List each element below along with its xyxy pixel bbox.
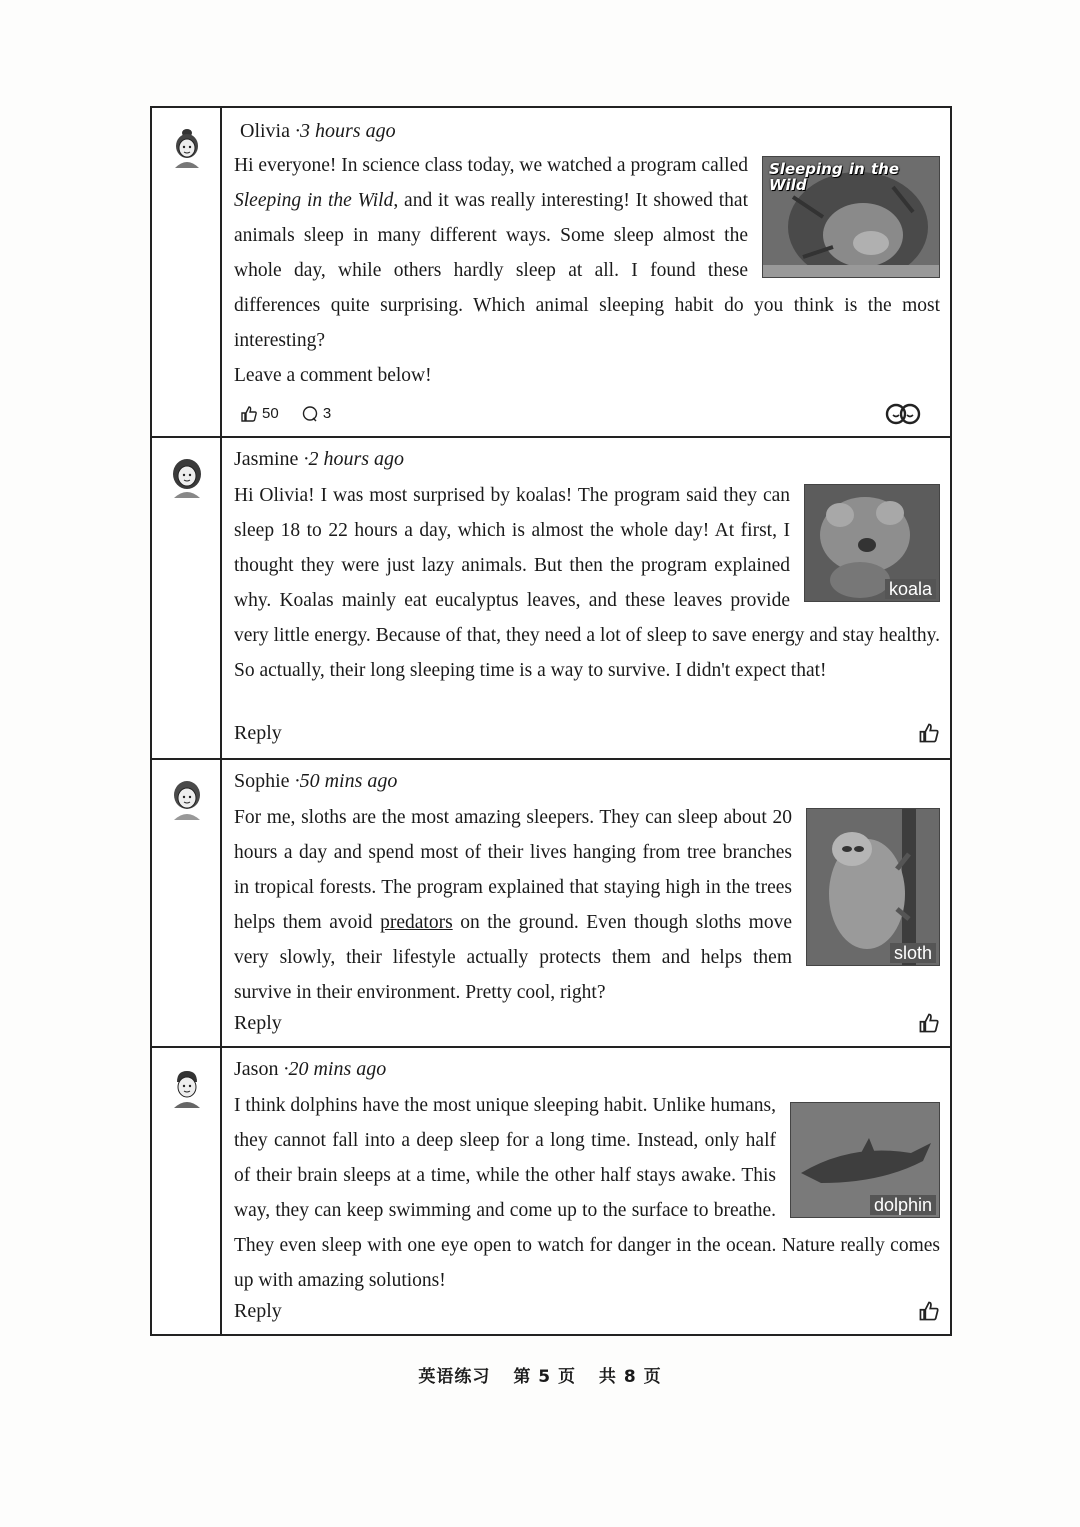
avatar-boy-icon bbox=[169, 1066, 205, 1108]
sloth-image bbox=[806, 808, 940, 966]
post-body bbox=[234, 800, 940, 1010]
comment-count: 3 bbox=[322, 405, 332, 422]
reply-row bbox=[234, 718, 940, 748]
post-stats bbox=[240, 402, 940, 431]
post-meta bbox=[240, 116, 396, 146]
footer-subject: 英语练习 bbox=[418, 1367, 491, 1387]
forum-sheet bbox=[150, 106, 952, 1336]
post-content bbox=[234, 760, 940, 1046]
like-count-group[interactable] bbox=[240, 402, 279, 426]
post-time: ·20 mins ago bbox=[283, 1058, 387, 1080]
avatar-girl-icon bbox=[169, 126, 205, 168]
thumbs-up-icon[interactable] bbox=[918, 1012, 940, 1034]
koala-label: koala bbox=[885, 579, 936, 599]
dolphin-label: dolphin bbox=[870, 1195, 936, 1215]
post-body bbox=[234, 478, 940, 688]
post-content bbox=[234, 1048, 940, 1336]
avatar-column bbox=[152, 1048, 222, 1336]
post-sophie bbox=[152, 760, 950, 1048]
comment-icon bbox=[301, 405, 319, 423]
post-time: ·50 mins ago bbox=[294, 770, 398, 792]
avatar-girl-icon bbox=[169, 778, 205, 820]
reply-button[interactable]: Reply bbox=[234, 1012, 282, 1034]
post-meta bbox=[234, 766, 397, 796]
dolphin-image bbox=[790, 1102, 940, 1218]
avatar-girl-icon bbox=[169, 456, 205, 498]
post-olivia bbox=[152, 108, 950, 438]
like-count: 50 bbox=[262, 405, 279, 422]
sloth-label: sloth bbox=[890, 943, 936, 963]
footer-total: 共 8 页 bbox=[598, 1367, 662, 1387]
post-meta bbox=[234, 1054, 386, 1084]
post-text: Hi Olivia! I was most surprised by koalas! The program said they can sleep 18 to 22 hours a day, which is almost the whole day! At first, I thought they were just lazy animals. But then the program explained why. Koalas mainly eat eucalyptus leaves, and these leaves provide very little energy. Because of that, they need a lot of sleep to save energy and stay healthy. So actually, their long sleeping time is a way to survive. I didn't expect that! bbox=[234, 485, 940, 681]
page-footer bbox=[0, 1362, 1080, 1387]
program-title: Sleeping in the Wild bbox=[234, 190, 394, 211]
reply-button[interactable]: Reply bbox=[234, 722, 282, 744]
post-text-after: on the ground. Even though sloths move very slowly, their lifestyle actually protects them and helps them survive in their environment. Pretty cool, right? bbox=[234, 912, 792, 1003]
predators-word: predators bbox=[380, 912, 453, 933]
avatar-column bbox=[152, 438, 222, 758]
thumbs-up-icon bbox=[240, 405, 258, 423]
koala-image bbox=[804, 484, 940, 602]
reply-button[interactable]: Reply bbox=[234, 1300, 282, 1322]
author-name: Olivia bbox=[240, 120, 290, 142]
reaction-emoji-icon[interactable] bbox=[884, 402, 922, 426]
post-content bbox=[234, 108, 940, 436]
post-jasmine bbox=[152, 438, 950, 760]
post-jason bbox=[152, 1048, 950, 1336]
comment-count-group[interactable] bbox=[301, 402, 331, 426]
author-name: Jasmine bbox=[234, 448, 299, 470]
post-content bbox=[234, 438, 940, 758]
post-text-after: , and it was really interesting! It showed that animals sleep in many different ways. Some sleep almost the whole day, while others hardly sleep at all. I found these differences quite surprising. Which animal sleeping habit do you think is the most interesting? bbox=[234, 190, 940, 351]
thumbs-up-icon[interactable] bbox=[918, 1300, 940, 1322]
post-body bbox=[234, 148, 940, 393]
post-time: ·3 hours ago bbox=[295, 120, 396, 142]
post-body bbox=[234, 1088, 940, 1298]
thumbs-up-icon[interactable] bbox=[918, 722, 940, 744]
reply-row bbox=[234, 1008, 940, 1038]
post-call-to-action: Leave a comment below! bbox=[234, 365, 432, 386]
avatar-column bbox=[152, 108, 222, 436]
post-time: ·2 hours ago bbox=[303, 448, 405, 470]
post-text-before: For me, sloths are the most amazing sleepers. They can sleep about 20 hours a day and spend most of their lives hanging from tree branches in tropical forests. The program explained that staying high in the trees helps them avoid bbox=[234, 807, 792, 933]
program-image bbox=[762, 156, 940, 278]
author-name: Sophie bbox=[234, 770, 290, 792]
footer-page: 第 5 页 bbox=[513, 1367, 576, 1387]
author-name: Jason bbox=[234, 1058, 279, 1080]
reply-row bbox=[234, 1296, 940, 1326]
avatar-column bbox=[152, 760, 222, 1046]
post-text-before: Hi everyone! In science class today, we watched a program called bbox=[234, 155, 748, 176]
post-meta bbox=[234, 444, 404, 474]
program-title-overlay: Sleeping in the Wild bbox=[769, 160, 899, 194]
post-text: I think dolphins have the most unique sleeping habit. Unlike humans, they cannot fall into a deep sleep for a long time. Instead, only half of their brain sleeps at a time, while the other half stays awake. This way, they can keep swimming and come up to the surface to breathe. They even sleep with one eye open to watch for danger in the ocean. Nature really comes up with amazing solutions! bbox=[234, 1095, 940, 1291]
